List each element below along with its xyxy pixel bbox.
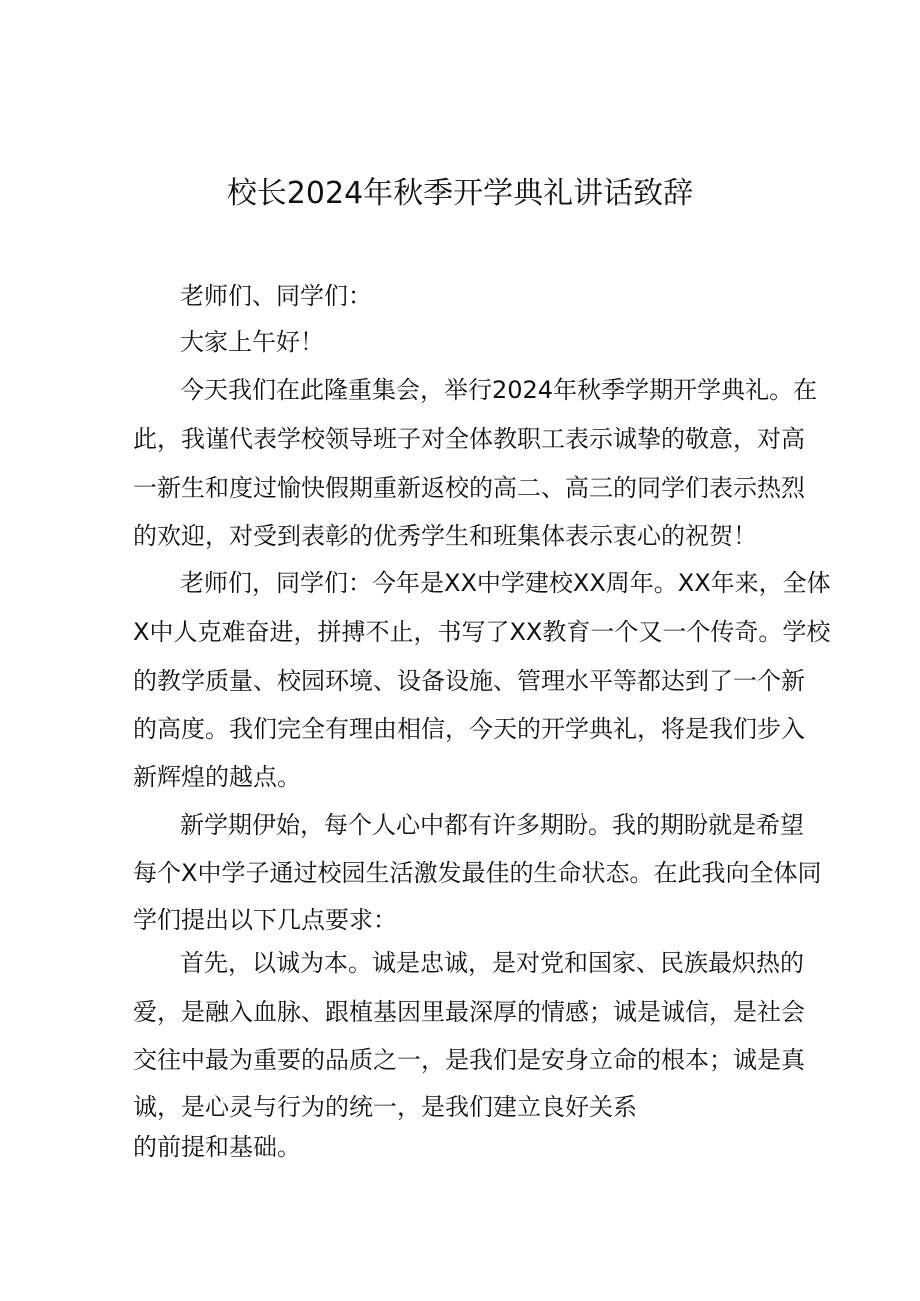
document-title: 校长2024年秋季开学典礼讲话致辞 [226, 176, 694, 211]
paragraph-line: 爱，是融入血脉、跟植基因里最深厚的情感；诚是诚信，是社会 [133, 998, 805, 1026]
paragraph-line: 今天我们在此隆重集会，举行2024年秋季学期开学典礼。在 [180, 376, 818, 404]
paragraph-line: 新辉煌的越点。 [133, 763, 301, 791]
paragraph-line: 交往中最为重要的品质之一，是我们是安身立命的根本；诚是真 [133, 1046, 805, 1074]
paragraph-line: X中人克难奋进，拼搏不止，书写了XX教育一个又一个传奇。学校 [133, 618, 831, 646]
paragraph-line: 每个X中学子通过校园生活激发最佳的生命状态。在此我向全体同 [133, 859, 822, 887]
paragraph-line: 一新生和度过愉快假期重新返校的高二、高三的同学们表示热烈 [133, 474, 805, 502]
greeting-line: 大家上午好！ [180, 328, 324, 356]
salutation-line: 老师们、同学们： [180, 282, 372, 310]
paragraph-line: 老师们，同学们：今年是XX中学建校XX周年。XX年来，全体 [180, 569, 831, 597]
paragraph-line: 学们提出以下几点要求： [133, 906, 397, 934]
paragraph-line: 的前提和基础。 [133, 1133, 301, 1161]
paragraph-line: 诚，是心灵与行为的统一，是我们建立良好关系 [133, 1093, 637, 1121]
paragraph-line: 的高度。我们完全有理由相信，今天的开学典礼，将是我们步入 [133, 715, 805, 743]
paragraph-line: 的教学质量、校园环境、设备设施、管理水平等都达到了一个新 [133, 667, 805, 695]
paragraph-line: 的欢迎，对受到表彰的优秀学生和班集体表示衷心的祝贺！ [133, 522, 757, 550]
paragraph-line: 首先，以诚为本。诚是忠诚，是对党和国家、民族最炽热的 [180, 949, 804, 977]
paragraph-line: 此，我谨代表学校领导班子对全体教职工表示诚挚的敬意，对高 [133, 425, 805, 453]
paragraph-line: 新学期伊始，每个人心中都有许多期盼。我的期盼就是希望 [180, 811, 804, 839]
